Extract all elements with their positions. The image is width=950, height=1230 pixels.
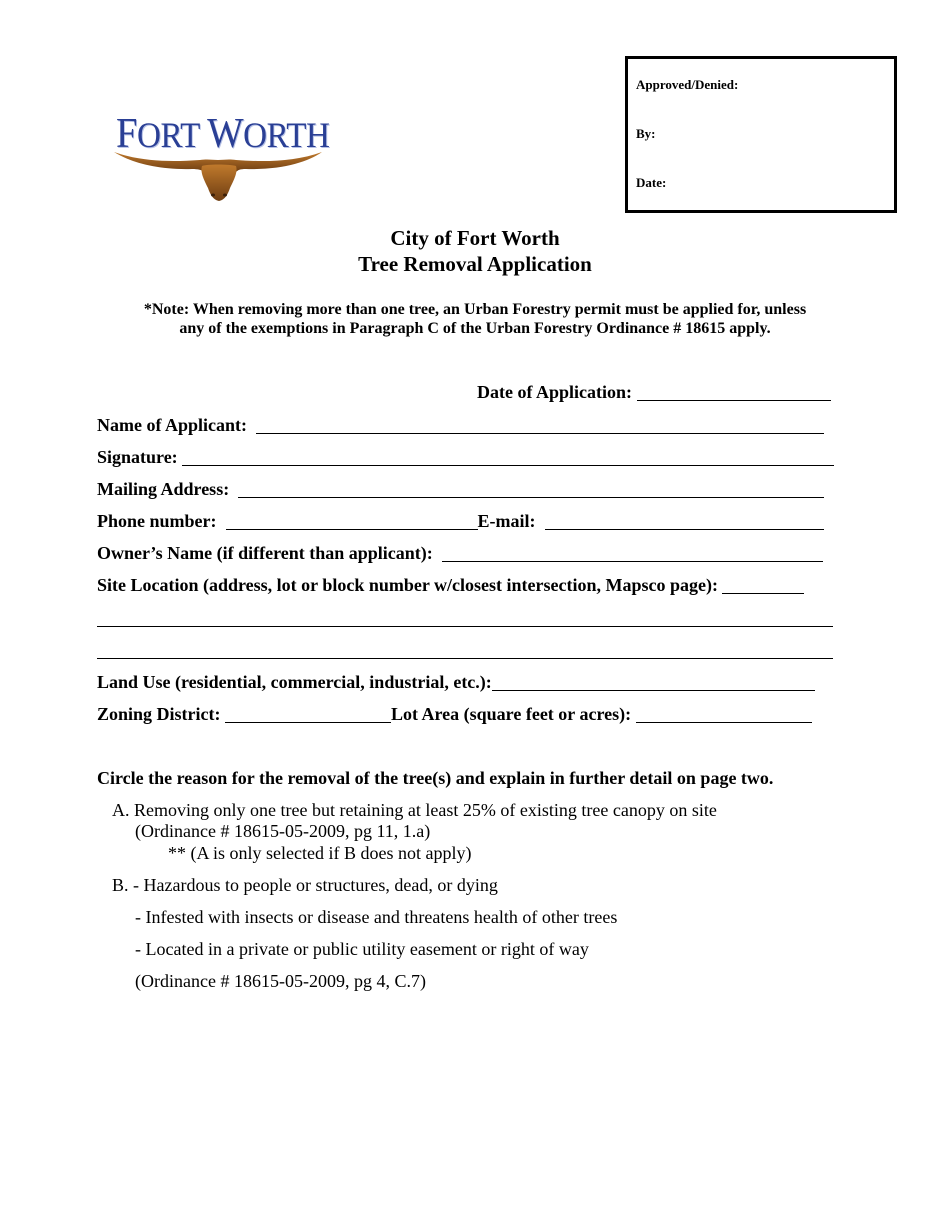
email-label: E-mail: — [477, 511, 545, 531]
site-location-row — [97, 575, 804, 596]
site-location-continuation-2[interactable] — [97, 658, 833, 659]
signature-row — [97, 447, 834, 468]
note-line-2: any of the exemptions in Paragraph C of the Urban Forestry Ordinance # 18615 apply. — [179, 320, 771, 337]
reasons-heading: Circle the reason for the removal of the tree(s) and explain in further detail on page two. — [97, 768, 774, 788]
name-of-applicant-label: Name of Applicant: — [97, 415, 256, 435]
zoning-lot-row — [97, 704, 812, 725]
reason-a-line-1[interactable]: A. Removing only one tree but retaining at least 25% of existing tree canopy on site — [112, 800, 717, 820]
mailing-address-field[interactable] — [238, 480, 824, 498]
phone-number-label: Phone number: — [97, 511, 226, 531]
by-label: By: — [636, 126, 656, 141]
note-line-1: *Note: When removing more than one tree, an Urban Forestry permit must be applied for, unless — [143, 301, 807, 318]
owners-name-row — [97, 543, 823, 564]
phone-number-field[interactable] — [226, 512, 478, 530]
date-of-application-field[interactable] — [637, 383, 831, 401]
date-of-application-row — [477, 382, 831, 403]
lot-area-field[interactable] — [636, 705, 812, 723]
logo-text: FORT WORTH — [116, 111, 330, 157]
signature-field[interactable] — [182, 448, 834, 466]
owners-name-label: Owner’s Name (if different than applicant): — [97, 543, 442, 563]
longhorn-icon — [112, 148, 327, 204]
mailing-address-label: Mailing Address: — [97, 479, 239, 499]
name-of-applicant-field[interactable] — [256, 416, 824, 434]
zoning-district-label: Zoning District: — [97, 704, 225, 724]
site-location-field[interactable] — [722, 576, 804, 594]
reason-b-line-4: (Ordinance # 18615-05-2009, pg 4, C.7) — [135, 971, 426, 991]
email-field[interactable] — [545, 512, 824, 530]
name-of-applicant-row — [97, 415, 824, 436]
approved-denied-label: Approved/Denied: — [636, 77, 739, 92]
page-title: Tree Removal Application — [358, 252, 592, 276]
site-location-continuation-1[interactable] — [97, 626, 833, 627]
reason-a-line-2: (Ordinance # 18615-05-2009, pg 11, 1.a) — [135, 821, 431, 841]
lot-area-label: Lot Area (square feet or acres): — [391, 704, 636, 724]
zoning-district-field[interactable] — [225, 705, 391, 723]
mailing-address-row — [97, 479, 824, 500]
fort-worth-logo — [112, 110, 330, 206]
reason-a-line-3: ** (A is only selected if B does not apply) — [168, 843, 472, 863]
signature-label: Signature: — [97, 447, 183, 467]
date-of-application-label: Date of Application: — [477, 382, 637, 402]
reason-b-line-2[interactable]: - Infested with insects or disease and threatens health of other trees — [135, 907, 618, 927]
date-label: Date: — [636, 175, 667, 190]
owners-name-field[interactable] — [442, 544, 823, 562]
land-use-row — [97, 672, 815, 693]
land-use-field[interactable] — [492, 673, 815, 691]
approval-box — [625, 56, 897, 213]
city-title: City of Fort Worth — [390, 226, 560, 250]
land-use-label: Land Use (residential, commercial, industrial, etc.): — [97, 672, 492, 692]
reason-b-line-1[interactable]: B. - Hazardous to people or structures, dead, or dying — [112, 875, 498, 895]
site-location-label: Site Location (address, lot or block number w/closest intersection, Mapsco page): — [97, 575, 723, 595]
reason-b-line-3[interactable]: - Located in a private or public utility easement or right of way — [135, 939, 589, 959]
phone-email-row — [97, 511, 824, 532]
